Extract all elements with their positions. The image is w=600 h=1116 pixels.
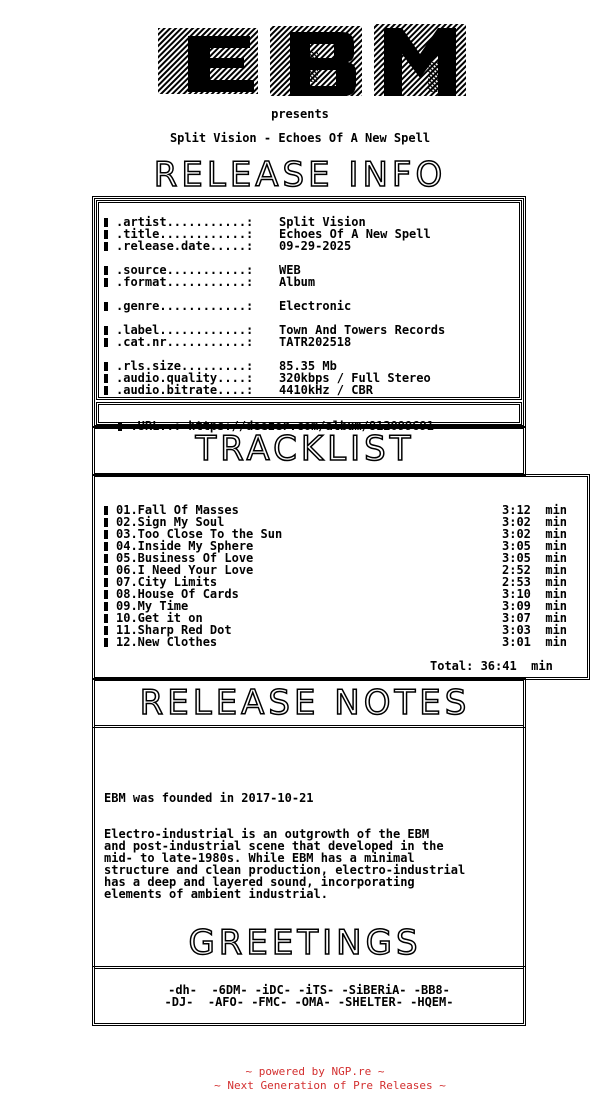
bullet-icon bbox=[104, 506, 108, 515]
footer-powered-by[interactable]: ~ powered by NGP.re ~ bbox=[245, 1065, 385, 1078]
tracklist-total: Total: 36:41 min bbox=[430, 659, 553, 673]
info-key: .audio.bitrate....: bbox=[116, 383, 254, 397]
track-name: 03.Too Close To the Sun bbox=[116, 527, 283, 541]
track-name: 12.New Clothes bbox=[116, 635, 218, 649]
track-time: 3:10 min bbox=[502, 587, 568, 601]
track-time: 3:12 min bbox=[502, 503, 568, 517]
bullet-icon bbox=[104, 386, 108, 395]
track-name: 11.Sharp Red Dot bbox=[116, 623, 232, 637]
bullet-icon bbox=[104, 302, 108, 311]
release-title: Split Vision - Echoes Of A New Spell bbox=[169, 131, 431, 145]
notes-line: has a deep and layered sound, incorporating bbox=[104, 875, 415, 889]
info-key: .release.date.....: bbox=[116, 239, 254, 253]
bullet-icon bbox=[104, 338, 108, 347]
info-key: .format...........: bbox=[116, 275, 254, 289]
bullet-icon bbox=[104, 218, 108, 227]
bullet-icon bbox=[104, 278, 108, 287]
info-key: .audio.quality....: bbox=[116, 371, 254, 385]
info-row bbox=[104, 335, 352, 349]
info-row bbox=[104, 383, 373, 397]
track-name: 01.Fall Of Masses bbox=[116, 503, 239, 517]
track-time: 3:02 min bbox=[502, 527, 568, 541]
info-value: Album bbox=[279, 275, 316, 289]
track-name: 02.Sign My Soul bbox=[116, 515, 225, 529]
notes-line: and post-industrial scene that developed in the bbox=[104, 839, 444, 853]
info-value: Electronic bbox=[279, 299, 352, 313]
bullet-icon bbox=[104, 602, 108, 611]
bullet-icon bbox=[104, 326, 108, 335]
track-name: 04.Inside My Sphere bbox=[116, 539, 254, 553]
bullet-icon bbox=[104, 362, 108, 371]
track-name: 09.My Time bbox=[116, 599, 189, 613]
bullet-icon bbox=[104, 566, 108, 575]
track-time: 2:52 min bbox=[502, 563, 568, 577]
release-notes-heading: RELEASE NOTES bbox=[139, 683, 471, 723]
bullet-icon bbox=[104, 590, 108, 599]
track-name: 08.House Of Cards bbox=[116, 587, 239, 601]
bullet-icon bbox=[104, 578, 108, 587]
track-name: 07.City Limits bbox=[116, 575, 218, 589]
bullet-icon bbox=[104, 230, 108, 239]
notes-line: mid- to late-1980s. While EBM has a minimal bbox=[104, 851, 415, 865]
founded-text: EBM was founded in 2017-10-21 bbox=[104, 791, 314, 805]
bullet-icon bbox=[104, 554, 108, 563]
info-value: Split Vision bbox=[279, 215, 366, 229]
ebm-logo bbox=[158, 22, 466, 98]
bullet-icon bbox=[104, 374, 108, 383]
info-key: .rls.size.........: bbox=[116, 359, 254, 373]
info-key: .artist...........: bbox=[116, 215, 254, 229]
notes-paragraph bbox=[104, 828, 465, 900]
notes-line: elements of ambient industrial. bbox=[104, 887, 328, 901]
info-value: 320kbps / Full Stereo bbox=[279, 371, 431, 385]
info-value: TATR202518 bbox=[279, 335, 352, 349]
track-time: 3:02 min bbox=[502, 515, 568, 529]
track-time: 3:03 min bbox=[502, 623, 568, 637]
info-row bbox=[104, 239, 352, 253]
track-name: 05.Business Of Love bbox=[116, 551, 254, 565]
track-time: 3:05 min bbox=[502, 551, 568, 565]
bullet-icon bbox=[104, 542, 108, 551]
bullet-icon bbox=[104, 242, 108, 251]
greetings-line-1: -dh- -6DM- -iDC- -iTS- -SiBERiA- -BB8- bbox=[168, 983, 450, 997]
info-value: 4410kHz / CBR bbox=[279, 383, 373, 397]
info-row bbox=[104, 275, 316, 289]
info-value: Town And Towers Records bbox=[279, 323, 446, 337]
bullet-icon bbox=[104, 530, 108, 539]
greetings-line-2: -DJ- -AFO- -FMC- -OMA- -SHELTER- -HQEM- bbox=[164, 995, 454, 1009]
track-row bbox=[104, 636, 217, 648]
bullet-icon bbox=[104, 638, 108, 647]
info-key: .title............: bbox=[116, 227, 254, 241]
notes-line: structure and clean production, electro-industrial bbox=[104, 863, 466, 877]
notes-line: Electro-industrial is an outgrowth of the EBM bbox=[104, 827, 430, 841]
bullet-icon bbox=[104, 626, 108, 635]
info-key: .cat.nr...........: bbox=[116, 335, 254, 349]
info-value: 85.35 Mb bbox=[279, 359, 337, 373]
track-time: 2:53 min bbox=[502, 575, 568, 589]
presents-text: presents bbox=[271, 107, 329, 121]
greetings-heading: GREETINGS bbox=[188, 923, 422, 963]
tracklist-heading: TRACKLIST bbox=[195, 429, 415, 469]
info-value: 09-29-2025 bbox=[279, 239, 352, 253]
url-text[interactable]: .URL..: https://deezer.com/album/812099691 bbox=[130, 419, 434, 433]
bullet-icon bbox=[104, 518, 108, 527]
track-time: 3:07 min bbox=[502, 611, 568, 625]
info-key: .genre............: bbox=[116, 299, 254, 313]
track-time: 3:09 min bbox=[502, 599, 568, 613]
track-name: 06.I Need Your Love bbox=[116, 563, 254, 577]
info-key: .label............: bbox=[116, 323, 254, 337]
release-info-heading: RELEASE INFO bbox=[153, 155, 447, 195]
info-value: WEB bbox=[279, 263, 301, 277]
info-key: .source...........: bbox=[116, 263, 254, 277]
bullet-icon bbox=[104, 614, 108, 623]
footer-tagline: ~ Next Generation of Pre Releases ~ bbox=[214, 1079, 446, 1092]
info-row bbox=[104, 299, 352, 313]
track-name: 10.Get it on bbox=[116, 611, 203, 625]
info-value: Echoes Of A New Spell bbox=[279, 227, 431, 241]
bullet-icon bbox=[104, 266, 108, 275]
track-time: 3:01 min bbox=[502, 635, 568, 649]
track-time: 3:05 min bbox=[502, 539, 568, 553]
